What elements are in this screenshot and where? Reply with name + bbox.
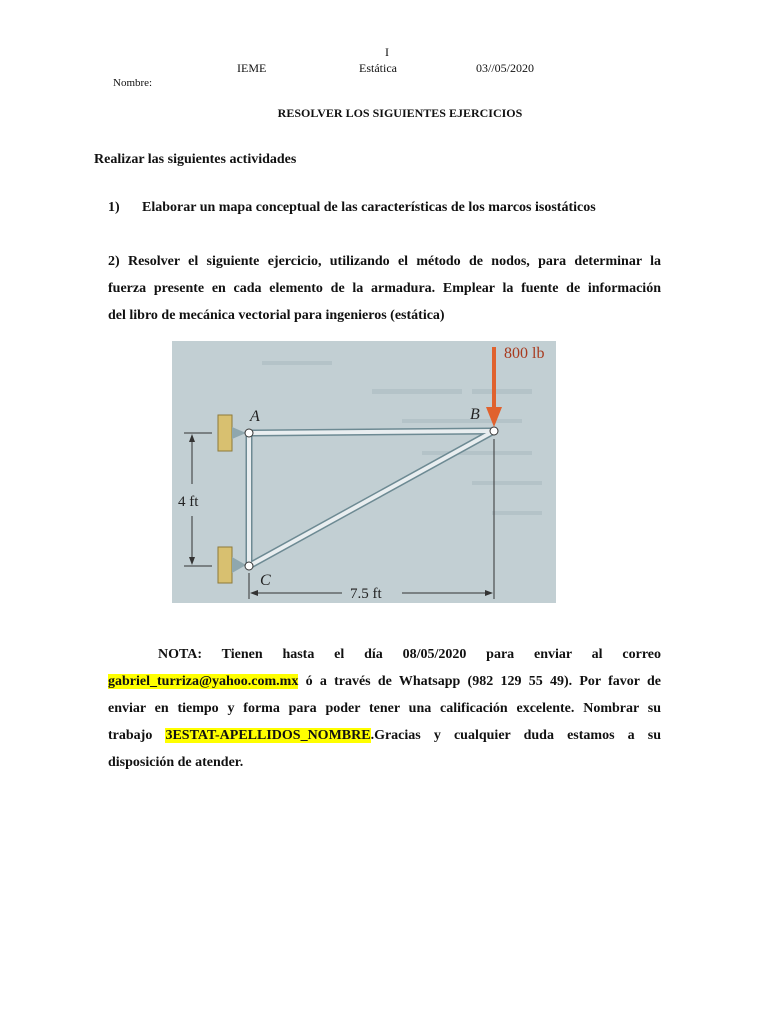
item1-text: Elaborar un mapa conceptual de las características de los marcos isostáticos [142,200,596,215]
note-line-4-rest: .Gracias y cualquier duda estamos a su [370,728,661,743]
file-name-format: 3ESTAT-APELLIDOS_NOMBRE [165,728,371,743]
page-heading: RESOLVER LOS SIGUIENTES EJERCICIOS [277,106,523,120]
note-line-3: enviar en tiempo y forma para poder tener una calificación excelente. Nombrar su [108,701,661,716]
item1-number: 1) [108,200,120,215]
item2-line-2: fuerza presente en cada elemento de la armadura. Emplear la fuente de información [108,281,661,296]
note-line-4-prefix: trabajo [108,728,166,743]
contact-email[interactable]: gabriel_turriza@yahoo.com.mx [108,674,299,689]
course-code: IEME [237,61,267,75]
note-line-5: disposición de atender. [108,755,244,770]
label-b: B [470,406,480,423]
height-label: 4 ft [178,494,199,510]
label-c: C [260,572,271,589]
label-a: A [250,408,260,425]
document-date: 03//05/2020 [476,61,535,75]
note-line-2 [108,669,661,696]
page-marker: I [385,45,389,59]
intro-text: Realizar las siguientes actividades [94,152,297,167]
span-label: 7.5 ft [350,586,382,602]
joint-c [245,562,253,570]
item2-line-1: 2) Resolver el siguiente ejercicio, utilizando el método de nodos, para determinar la [108,254,661,269]
support-c-wall [218,547,232,583]
note-line-2-rest: ó a través de Whatsapp (982 129 55 49). Por favor de [298,674,661,689]
load-label: 800 lb [504,345,545,362]
item2-line-3: del libro de mecánica vectorial para ingenieros (estática) [108,308,445,323]
joint-b [490,427,498,435]
truss-figure [172,341,556,603]
name-label: Nombre: [113,77,153,89]
note-line-1: NOTA: Tienen hasta el día 08/05/2020 para enviar al correo [158,647,661,662]
support-a-wall [218,415,232,451]
joint-a [245,429,253,437]
truss-diagram [172,341,556,603]
member-ab [249,431,494,433]
note-line-4 [108,723,661,750]
subject-name: Estática [359,61,397,75]
